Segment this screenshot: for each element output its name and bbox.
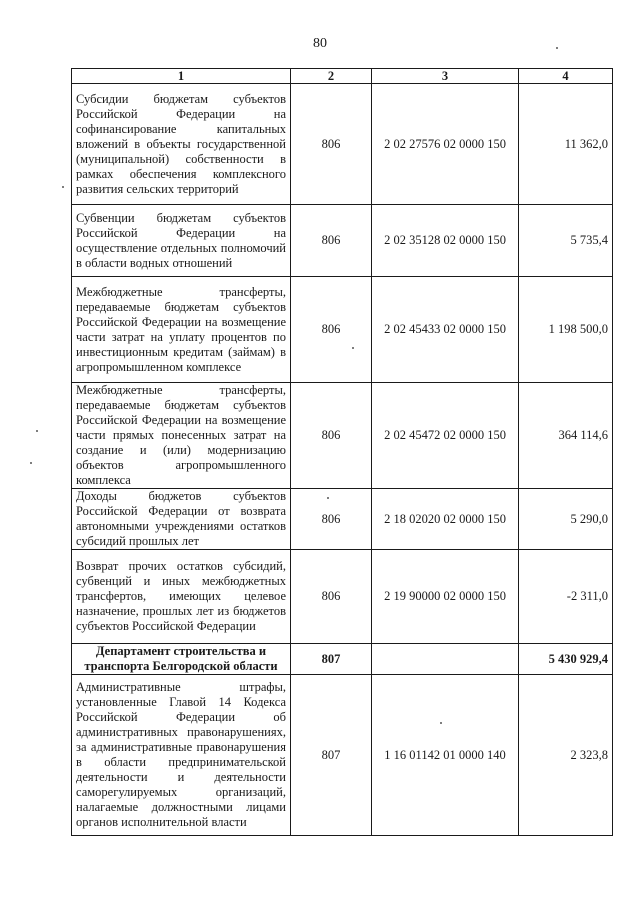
header-row [72, 69, 613, 84]
admin-code: 806 [291, 489, 372, 550]
budget-code: 2 18 02020 02 0000 150 [372, 489, 519, 550]
budget-code: 2 02 35128 02 0000 150 [372, 205, 519, 277]
revenue-name: Межбюджетные трансферты, передаваемые бюджетам субъектов Российской Федерации на возмещение части затрат на уплату процентов по инвестиционным кредитам (займам) в агропромышленном комплексе [72, 277, 291, 383]
page-number: 80 [313, 36, 327, 51]
revenue-table [71, 68, 613, 836]
table-row [72, 84, 613, 205]
header-col-2: 2 [291, 69, 372, 84]
table-row [72, 550, 613, 644]
budget-code: 2 02 45472 02 0000 150 [372, 383, 519, 489]
admin-code: 807 [291, 675, 372, 836]
table-row [72, 205, 613, 277]
amount: 1 198 500,0 [519, 277, 613, 383]
budget-code: 1 16 01142 01 0000 140 [372, 675, 519, 836]
department-total: 5 430 929,4 [519, 644, 613, 675]
budget-code [372, 644, 519, 675]
budget-code: 2 02 27576 02 0000 150 [372, 84, 519, 205]
amount: 5 735,4 [519, 205, 613, 277]
revenue-name: Субвенции бюджетам субъектов Российской Федерации на осуществление отдельных полномочий в области водных отношений [72, 205, 291, 277]
admin-code: 806 [291, 84, 372, 205]
amount: 5 290,0 [519, 489, 613, 550]
revenue-name: Административные штрафы, установленные Главой 14 Кодекса Российской Федерации об административных правонарушениях, за административные правонарушения в области предпринимательской деятельности и деятельности саморегулируемых организаций, налагаемые должностными лицами органов исполнительной власти [72, 675, 291, 836]
admin-code: 806 [291, 205, 372, 277]
budget-code: 2 19 90000 02 0000 150 [372, 550, 519, 644]
amount: -2 311,0 [519, 550, 613, 644]
header-col-3: 3 [372, 69, 519, 84]
header-col-4: 4 [519, 69, 613, 84]
header-col-1: 1 [72, 69, 291, 84]
revenue-name: Возврат прочих остатков субсидий, субвенций и иных межбюджетных трансфертов, имеющих целевое назначение, прошлых лет из бюджетов субъектов Российской Федерации [72, 550, 291, 644]
admin-code: 806 [291, 550, 372, 644]
admin-code: 806 [291, 383, 372, 489]
amount: 2 323,8 [519, 675, 613, 836]
admin-code: 807 [291, 644, 372, 675]
table-row [72, 489, 613, 550]
table-row [72, 383, 613, 489]
revenue-name: Субсидии бюджетам субъектов Российской Федерации на софинансирование капитальных вложений в объекты государственной (муниципальной) собственности в рамках обеспечения комплексного развития сельских территорий [72, 84, 291, 205]
amount: 364 114,6 [519, 383, 613, 489]
department-row [72, 644, 613, 675]
department-name: Департамент строительства и транспорта Белгородской области [72, 644, 291, 675]
revenue-name: Доходы бюджетов субъектов Российской Федерации от возврата автономными учреждениями остатков субсидий прошлых лет [72, 489, 291, 550]
amount: 11 362,0 [519, 84, 613, 205]
revenue-name: Межбюджетные трансферты, передаваемые бюджетам субъектов Российской Федерации на возмещение части прямых понесенных затрат на создание и (или) модернизацию объектов агропромышленного комплекса [72, 383, 291, 489]
table-row [72, 675, 613, 836]
admin-code: 806 [291, 277, 372, 383]
table-row [72, 277, 613, 383]
budget-code: 2 02 45433 02 0000 150 [372, 277, 519, 383]
